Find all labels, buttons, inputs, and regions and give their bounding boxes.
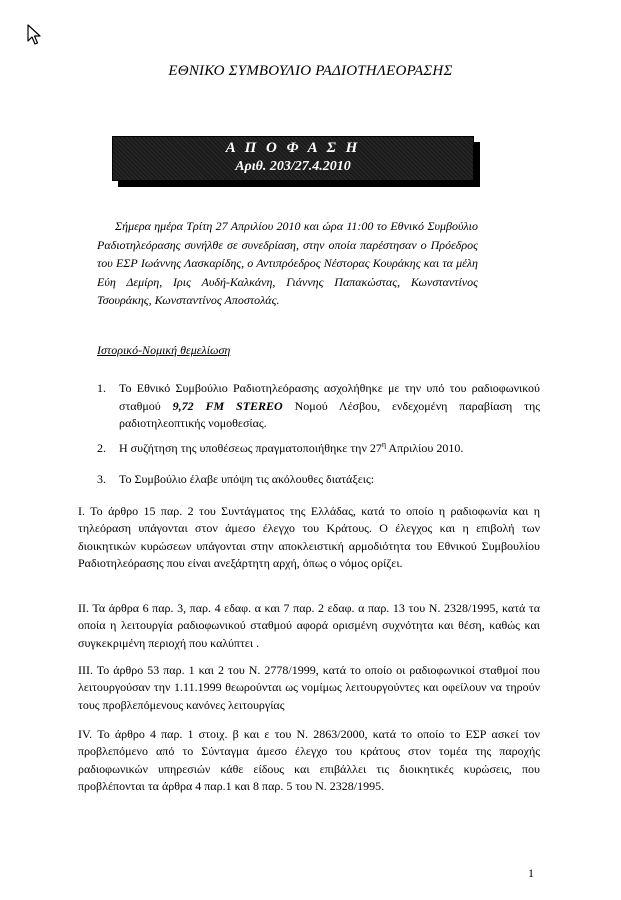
provision-paragraph-3: ΙΙΙ. Το άρθρο 53 παρ. 1 και 2 του Ν. 2778/1999, κατά το οποίο οι ραδιοφωνικοί σταθμοί που λειτουργούσαν την 1.11.1999 θεωρούνται ως νομίμως λειτουργούντες και οφείλουν να τηρούν τους προβλεπόμενους κανόνες λειτουργίας — [78, 663, 540, 712]
item-text-part: Το Εθνικό Συμβούλιο Ραδιοτηλεόρασης ασχολήθηκε με την υπό του ραδιοφωνικού σταθμού — [119, 381, 540, 413]
mouse-pointer-icon — [27, 24, 41, 46]
item-number: 2. — [97, 441, 106, 455]
provision-paragraph-2: ΙΙ. Τα άρθρα 6 παρ. 3, παρ. 4 εδαφ. α και 7 παρ. 2 εδαφ. α παρ. 13 του Ν. 2328/1995, κατά τα οποία η λειτουργία ραδιοφωνικού σταθμού αφορά ορισμένη συχνότητα και θέση, καθώς και συγκεκριμένη περιοχή που καλύπτει . — [78, 601, 540, 650]
intro-paragraph: Σήμερα ημέρα Τρίτη 27 Απριλίου 2010 και ώρα 11:00 το Εθνικό Συμβούλιο Ραδιοτηλεόρασης συνήλθε σε συνεδρίαση, στην οποία παρέστησαν ο Πρόεδρος του ΕΣΡ Ιωάννης Λασκαρίδης, ο Αντιπρόεδρος Νέστορας Κουράκης και τα μέλη Εύη Δεμίρη, Ιρις Αυδή-Καλκάνη, Γιάννης Παπακώστας, Κωνσταντίνος Τσουράκης, Κωνσταντίνος Αποστολάς. — [97, 219, 478, 307]
item-text-part: Η συζήτηση της υποθέσεως πραγματοποιήθηκε την 27 — [119, 441, 382, 455]
superscript: η — [381, 440, 387, 449]
item-number: 1. — [97, 381, 106, 395]
item-text — [119, 380, 540, 433]
item-text — [119, 440, 540, 458]
provision-paragraph-1: Ι. Το άρθρο 15 παρ. 2 του Συντάγματος της Ελλάδας, κατά το οποίο η ραδιοφωνία και η τηλεόραση υπάγονται στον άμεσο έλεγχο του Κράτους. Ο έλεγχος και η επιβολή των διοικητικών κυρώσεων υπάγονται στην αποκλειστική αρμοδιότητα του Εθνικού Συμβουλίου Ραδιοτηλεόρασης που είναι ανεξάρτητη αρχή, όπως ο νόμος ορίζει. — [78, 504, 540, 570]
organization-title: ΕΘΝΙΚΟ ΣΥΜΒΟΥΛΙΟ ΡΑΔΙΟΤΗΛΕΟΡΑΣΗΣ — [168, 63, 453, 79]
item-text-part: Απριλίου 2010. — [386, 441, 464, 455]
item-text: Το Συμβούλιο έλαβε υπόψη τις ακόλουθες διατάξεις: — [119, 472, 375, 486]
numbered-item-1 — [97, 380, 540, 433]
decision-number: Αριθ. 203/27.4.2010 — [235, 159, 351, 174]
station-name: 9,72 FM STEREO — [172, 398, 283, 413]
numbered-item-2 — [97, 440, 540, 458]
item-number: 3. — [97, 472, 106, 486]
item-text-part: Νομού Λέσβου, ενδεχομένη παραβίαση της ραδιοτηλεοπτικής νομοθεσίας. — [119, 398, 540, 430]
decision-title: Α Π Ο Φ Α Σ Η — [225, 140, 361, 156]
section-heading: Ιστορικό-Νομική θεμελίωση — [97, 343, 231, 357]
numbered-item-3 — [97, 471, 540, 489]
provision-paragraph-4: IV. Το άρθρο 4 παρ. 1 στοιχ. β και ε του Ν. 2863/2000, κατά το οποίο το ΕΣΡ ασκεί τον προβλεπόμενο από το Σύνταγμα άμεσο έλεγχο του κράτους στον τομέα της παροχής ραδιοφωνικών υπηρεσιών κάθε είδους και επιβάλλει τις διοικητικές κυρώσεις, που προβλέπονται τα άρθρα 4 παρ.1 και 8 παρ. 5 του Ν. 2328/1995. — [78, 727, 540, 793]
page-number: 1 — [528, 866, 534, 880]
